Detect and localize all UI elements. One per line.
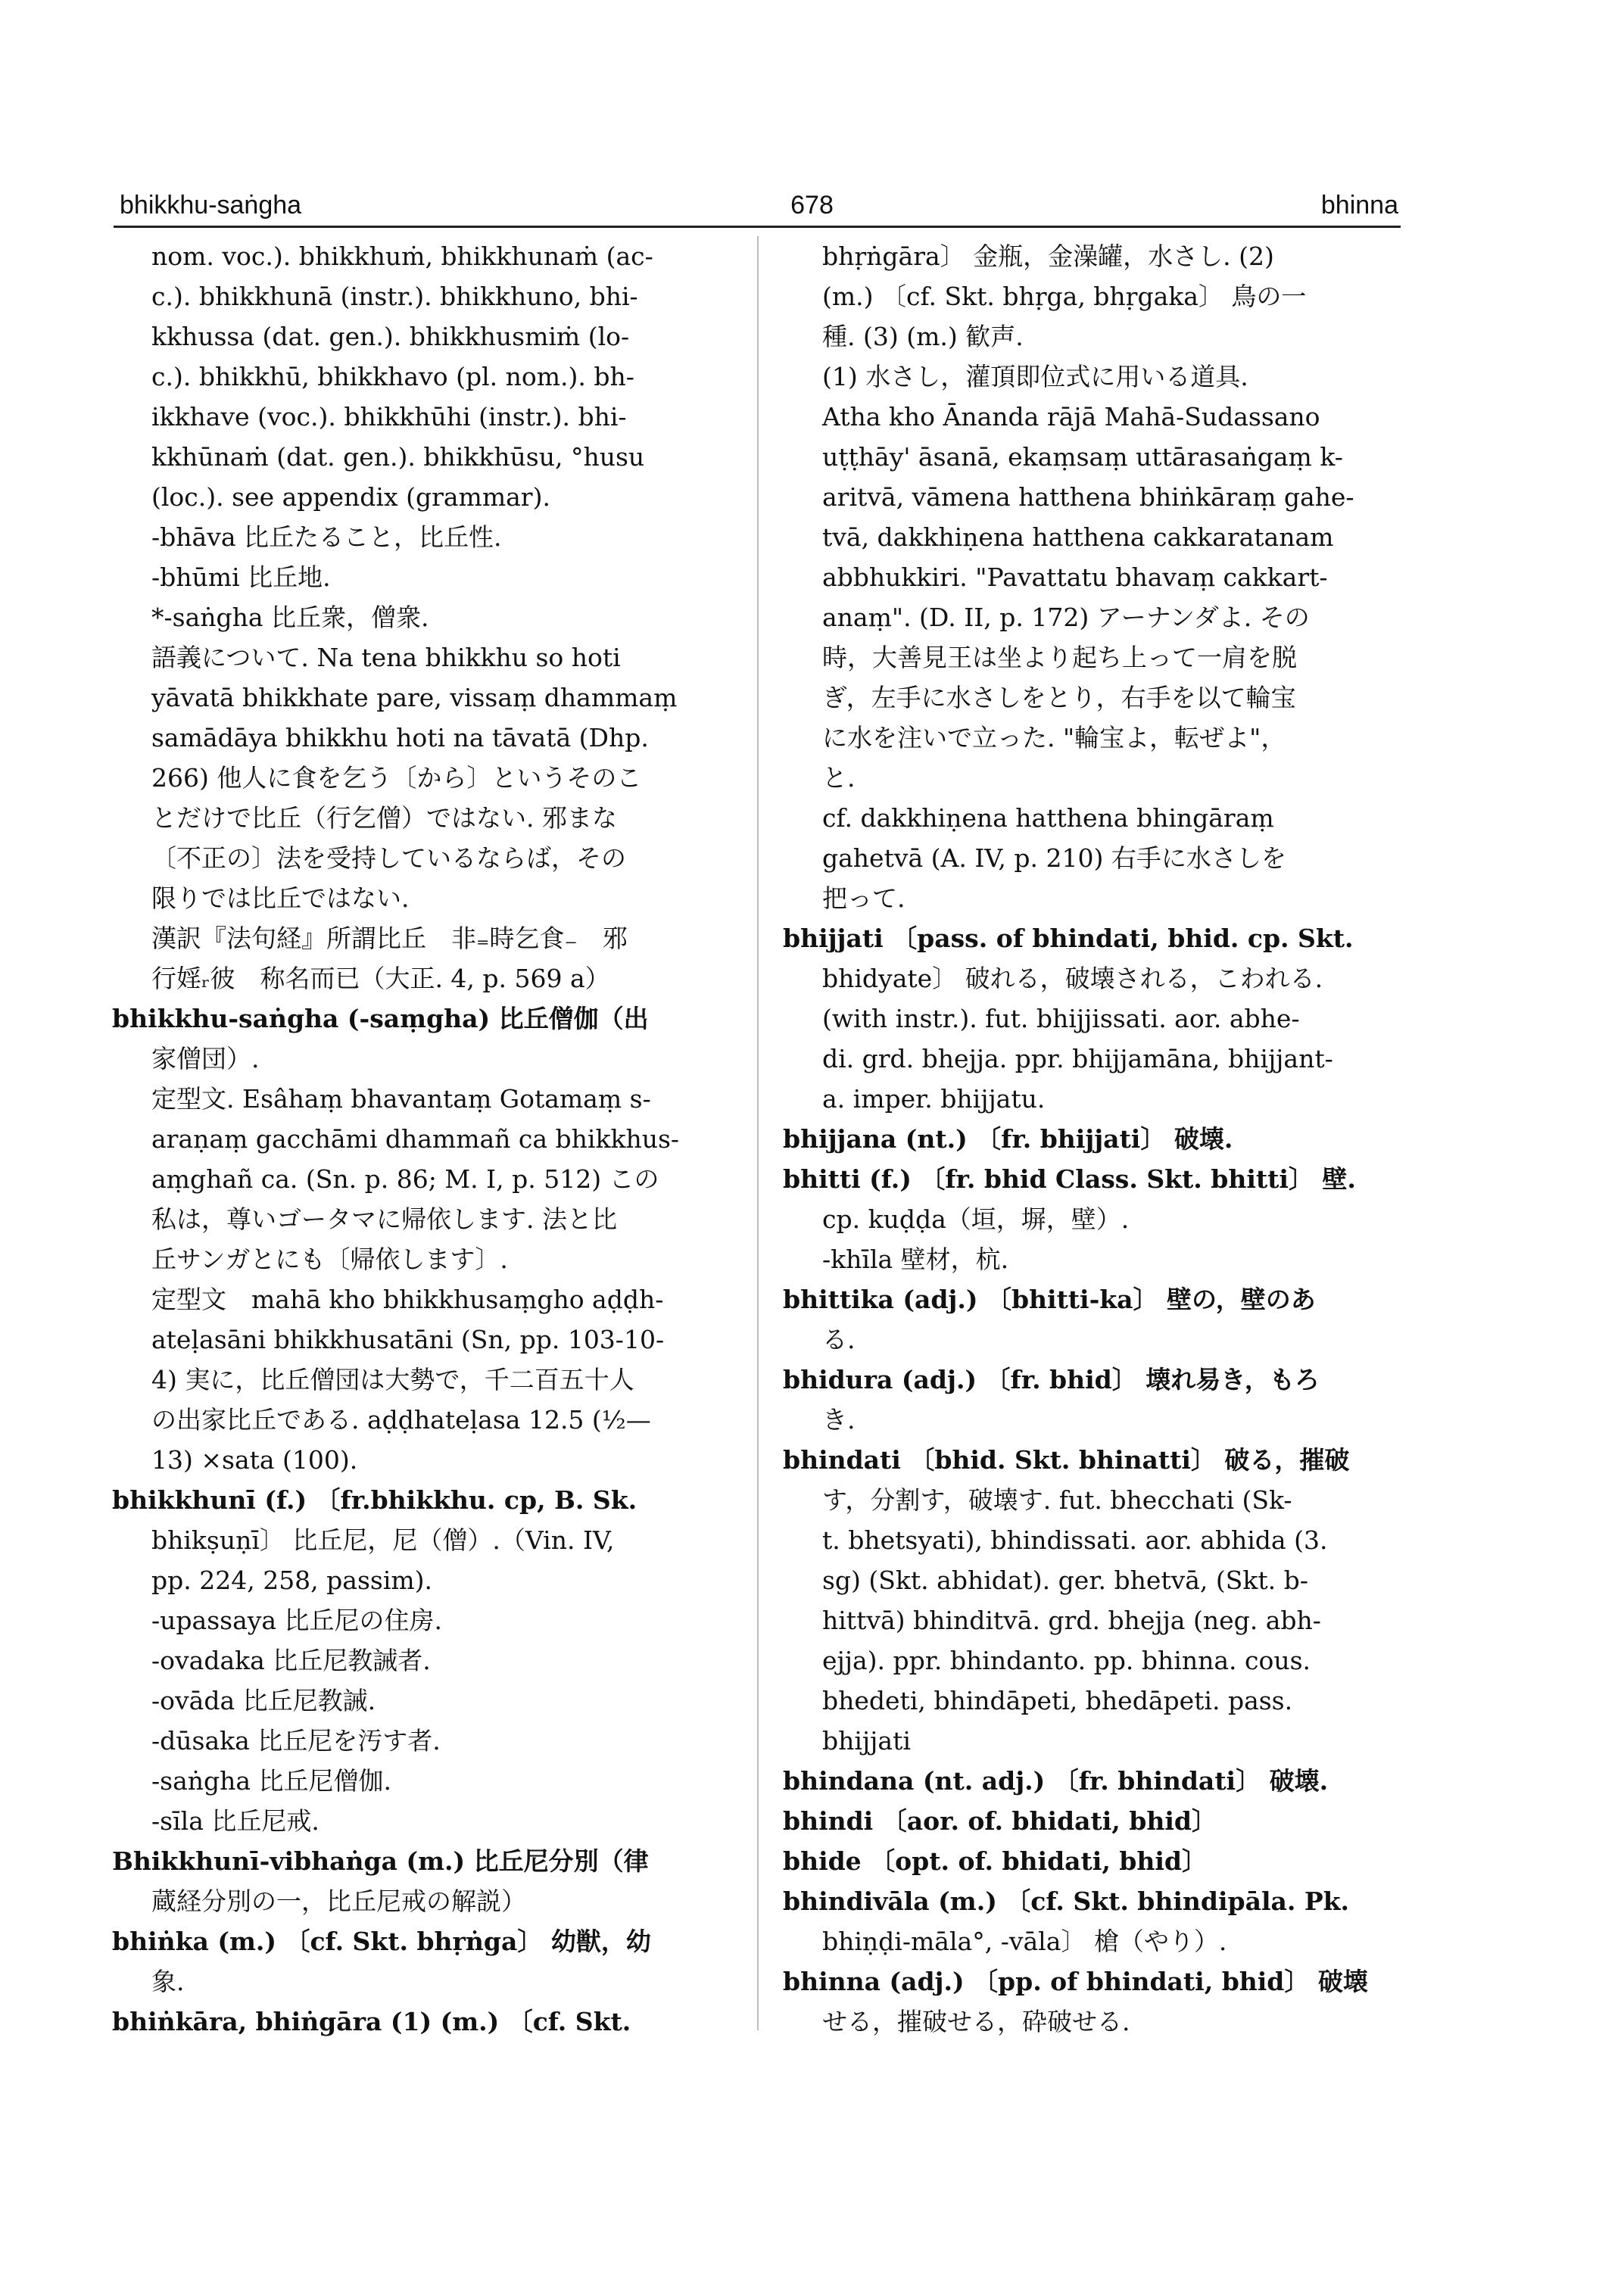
text-line: kkhussa (dat. gen.). bhikkhusmiṁ (lo-: [151, 322, 630, 351]
running-head-left: bhikkhu-saṅgha: [120, 191, 302, 220]
text-line: 種. (3) (m.) 歓声.: [822, 322, 1024, 351]
text-line: Bhikkhunī-vibhaṅga (m.) 比丘尼分別（律: [112, 1846, 649, 1876]
text-line: 家僧団）.: [151, 1044, 260, 1073]
text-line: bhindi 〔aor. of. bhidati, bhid〕: [783, 1806, 1217, 1836]
text-line: と.: [822, 763, 856, 793]
column-divider: [757, 236, 759, 2030]
text-line: (m.) 〔cf. Skt. bhṛga, bhṛgaka〕 鳥の一: [822, 282, 1307, 311]
text-line: -bhāva 比丘たること，比丘性.: [151, 522, 502, 552]
running-head-right: bhinna: [1320, 191, 1398, 220]
text-line: ikkhave (voc.). bhikkhūhi (instr.). bhi-: [151, 402, 627, 431]
text-line: 4) 実に，比丘僧団は大勢で，千二百五十人: [151, 1365, 634, 1394]
text-line: bhindana (nt. adj.) 〔fr. bhindati〕 破壊.: [783, 1766, 1329, 1796]
text-line: 語義について. Na tena bhikkhu so hoti: [151, 643, 621, 672]
text-line: cf. dakkhiṇena hatthena bhingāraṃ: [822, 803, 1274, 833]
text-line: Atha kho Ānanda rājā Mahā-Sudassano: [822, 402, 1320, 431]
text-line: bhitti (f.) 〔fr. bhid Class. Skt. bhitti〕 壁.: [783, 1164, 1356, 1194]
text-line: uṭṭhāy' āsanā, ekaṃsaṃ uttārasaṅgaṃ k-: [822, 442, 1343, 472]
header-rule: [114, 226, 1401, 228]
text-line: 定型文. Esâhaṃ bhavantaṃ Gotamaṃ s-: [151, 1084, 651, 1114]
text-line: bhittika (adj.) 〔bhitti-ka〕 壁の，壁のあ: [783, 1285, 1316, 1314]
text-line: き.: [822, 1405, 856, 1435]
text-line: せる，摧破せる，砕破せる.: [822, 2007, 1130, 2036]
text-line: ぎ，左手に水さしをとり，右手を以て輪宝: [822, 683, 1296, 712]
text-line: gahetvā (A. IV, p. 210) 右手に水さしを: [822, 843, 1286, 873]
text-line: ateḷasāni bhikkhusatāni (Sn, pp. 103-10-: [151, 1325, 665, 1354]
text-line: 〔不正の〕法を受持しているならば，その: [151, 843, 626, 873]
text-line: bhijjana (nt.) 〔fr. bhijjati〕 破壊.: [783, 1124, 1233, 1154]
left-column: [112, 236, 731, 2042]
text-line: 定型文 mahā kho bhikkhusaṃgho aḍḍh-: [151, 1285, 664, 1314]
text-line: す，分割す，破壊す. fut. bhecchati (Sk-: [822, 1485, 1292, 1515]
text-line: c.). bhikkhunā (instr.). bhikkhuno, bhi-: [151, 282, 638, 311]
text-line: t. bhetsyati), bhindissati. aor. abhida (3.: [822, 1525, 1328, 1555]
text-line: bhindivāla (m.) 〔cf. Skt. bhindipāla. Pk.: [783, 1886, 1350, 1916]
text-line: bhiṅka (m.) 〔cf. Skt. bhṛṅga〕 幼獣，幼: [112, 1927, 651, 1956]
text-line: -upassaya 比丘尼の住房.: [151, 1606, 443, 1635]
text-line: bhikkhu-saṅgha (-saṃgha) 比丘僧伽（出: [112, 1004, 649, 1033]
text-line: c.). bhikkhū, bhikkhavo (pl. nom.). bh-: [151, 362, 634, 391]
text-line: -dūsaka 比丘尼を汚す者.: [151, 1726, 441, 1756]
text-line: 行婬ᵣ彼 称名而已（大正. 4, p. 569 a）: [151, 964, 610, 993]
text-line: 266) 他人に食を乞う〔から〕というそのこ: [151, 763, 642, 793]
text-line: の出家比丘である. aḍḍhateḷasa 12.5 (½—: [151, 1405, 651, 1435]
text-line: 把って.: [822, 883, 906, 913]
text-line: -khīla 壁材，杭.: [822, 1245, 1009, 1274]
text-line: *-saṅgha 比丘衆，僧衆.: [151, 603, 429, 632]
text-line: sg) (Skt. abhidat). ger. bhetvā, (Skt. b-: [822, 1566, 1308, 1595]
text-line: -ovāda 比丘尼教誡.: [151, 1686, 376, 1715]
text-line: 蔵経分別の一，比丘尼戒の解説）: [151, 1886, 526, 1916]
text-line: (1) 水さし，灌頂即位式に用いる道具.: [822, 362, 1248, 391]
text-line: cp. kuḍḍa（垣，塀，壁）.: [822, 1204, 1130, 1234]
text-line: anaṃ". (D. II, p. 172) アーナンダよ. その: [822, 603, 1310, 632]
text-line: -ovadaka 比丘尼教誡者.: [151, 1646, 431, 1675]
text-line: る.: [822, 1325, 856, 1354]
text-line: 限りでは比丘ではない.: [151, 883, 410, 913]
text-line: samādāya bhikkhu hoti na tāvatā (Dhp.: [151, 723, 649, 752]
text-line: (with instr.). fut. bhijjissati. aor. abhe-: [822, 1004, 1300, 1033]
text-line: -sīla 比丘尼戒.: [151, 1806, 320, 1836]
text-line: 時，大善見王は坐より起ち上って一肩を脱: [822, 643, 1297, 672]
page-number: 678: [790, 191, 834, 220]
text-line: abbhukkiri. "Pavattatu bhavaṃ cakkart-: [822, 562, 1328, 592]
text-line: araṇaṃ gacchāmi dhammañ ca bhikkhus-: [151, 1124, 680, 1154]
text-line: bhikkhunī (f.) 〔fr.bhikkhu. cp, B. Sk.: [112, 1485, 637, 1515]
text-line: di. grd. bhejja. ppr. bhijjamāna, bhijjant-: [822, 1044, 1333, 1073]
text-line: bhide 〔opt. of. bhidati, bhid〕: [783, 1846, 1207, 1876]
text-line: 象.: [151, 1967, 185, 1996]
text-line: とだけで比丘（行乞僧）ではない. 邪まな: [151, 803, 617, 833]
text-line: bhinna (adj.) 〔pp. of bhindati, bhid〕 破壊: [783, 1967, 1368, 1996]
text-line: nom. voc.). bhikkhuṁ, bhikkhunaṁ (ac-: [151, 241, 653, 271]
text-line: 丘サンガとにも〔帰依します〕.: [151, 1245, 508, 1274]
text-line: bhiṅkāra, bhiṅgāra (1) (m.) 〔cf. Skt.: [112, 2007, 631, 2036]
text-line: pp. 224, 258, passim).: [151, 1566, 433, 1595]
text-line: bhijjati: [822, 1726, 911, 1756]
text-line: a. imper. bhijjatu.: [822, 1084, 1046, 1114]
text-line: kkhūnaṁ (dat. gen.). bhikkhūsu, °husu: [151, 442, 645, 472]
text-line: bhikṣuṇī〕 比丘尼，尼（僧）.（Vin. IV,: [151, 1525, 615, 1555]
text-line: 漢訳『法句経』所謂比丘 非₌時乞食₋ 邪: [151, 924, 628, 953]
text-line: bhidyate〕 破れる，破壊される，こわれる.: [822, 964, 1323, 993]
text-line: に水を注いで立った. "輪宝よ，転ぜよ"，: [822, 723, 1286, 752]
text-line: (loc.). see appendix (grammar).: [151, 482, 550, 512]
text-line: tvā, dakkhiṇena hatthena cakkaratanam: [822, 522, 1334, 552]
text-line: -saṅgha 比丘尼僧伽.: [151, 1766, 392, 1796]
text-line: hittvā) bhinditvā. grd. bhejja (neg. abh-: [822, 1606, 1321, 1635]
text-line: bhindati 〔bhid. Skt. bhinatti〕 破る，摧破: [783, 1445, 1350, 1475]
text-line: 13) ×sata (100).: [151, 1445, 358, 1475]
text-line: -bhūmi 比丘地.: [151, 562, 331, 592]
text-line: bhidura (adj.) 〔fr. bhid〕 壊れ易き，もろ: [783, 1365, 1320, 1394]
text-line: bhiṇḍi-māla°, -vāla〕 槍（やり）.: [822, 1927, 1227, 1956]
right-column: [783, 236, 1401, 2042]
text-line: aṃghañ ca. (Sn. p. 86; M. I, p. 512) この: [151, 1164, 659, 1194]
text-line: ejja). ppr. bhindanto. pp. bhinna. cous.: [822, 1646, 1311, 1675]
text-line: 私は，尊いゴータマに帰依します. 法と比: [151, 1204, 617, 1234]
text-line: aritvā, vāmena hatthena bhiṅkāraṃ gahe-: [822, 482, 1354, 512]
text-line: yāvatā bhikkhate pare, vissaṃ dhammaṃ: [151, 683, 678, 712]
text-line: bhedeti, bhindāpeti, bhedāpeti. pass.: [822, 1686, 1293, 1715]
text-line: bhṛṅgāra〕 金瓶，金澡罐，水さし. (2): [822, 241, 1274, 271]
text-line: bhijjati 〔pass. of bhindati, bhid. cp. Skt.: [783, 924, 1354, 953]
